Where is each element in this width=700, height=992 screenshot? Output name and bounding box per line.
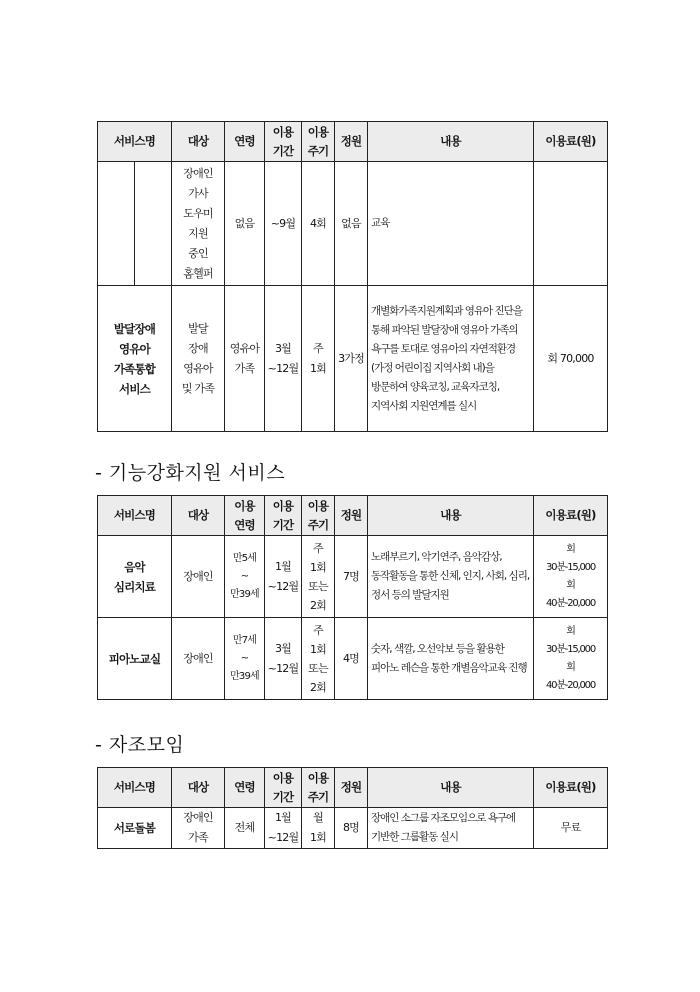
header-age: 연령 [225,768,265,808]
header-service-name: 서비스명 [98,122,172,162]
table-header-row [98,768,608,808]
capacity-cell: 없음 [335,162,368,286]
header-cycle: 이용 주기 [302,122,335,162]
header-target: 대상 [172,496,225,536]
table-row [98,618,608,700]
period-cell: 1월 ~12월 [265,808,302,849]
capacity-cell: 7명 [335,536,368,618]
capacity-cell: 8명 [335,808,368,849]
fee-cell [534,162,608,286]
header-cycle: 이용 주기 [302,496,335,536]
table-row [98,808,608,849]
content-cell: 교육 [368,162,534,286]
table-function-services [97,495,608,700]
table-header-row [98,496,608,536]
target-cell: 장애인 가사 도우미 지원 중인 홈헬퍼 [172,162,225,286]
header-content: 내용 [368,768,534,808]
period-cell: ~9월 [265,162,302,286]
header-age: 이용 연령 [225,496,265,536]
header-content: 내용 [368,122,534,162]
section-title-selfhelp: - 자조모임 [95,734,185,756]
header-service-name: 서비스명 [98,768,172,808]
header-period: 이용 기간 [265,768,302,808]
cycle-cell: 주 1회 또는 2회 [302,536,335,618]
header-period: 이용 기간 [265,122,302,162]
fee-cell: 회 70,000 [534,286,608,432]
service-name-cell: 서로돌봄 [98,808,172,849]
table-service-continued [97,121,608,432]
table-row [98,286,608,432]
header-cycle: 이용 주기 [302,768,335,808]
header-service-name: 서비스명 [98,496,172,536]
header-fee: 이용료(원) [534,768,608,808]
fee-cell: 회 30분-15,000 회 40분-20,000 [534,618,608,700]
capacity-cell: 4명 [335,618,368,700]
cycle-cell: 주 1회 [302,286,335,432]
service-name-cell: 피아노교실 [98,618,172,700]
service-name-cell-left [98,162,135,286]
target-cell: 장애인 [172,618,225,700]
content-cell: 개별화가족지원계획과 영유아 진단을 통해 파악된 발달장애 영유아 가족의 욕구를 토대로 영유아의 자연적환경(가정 어린이집 지역사회 내)을 방문하여 양육코칭, 교육자코칭, 지역사회 지원연계를 실시 [368,286,534,432]
header-age: 연령 [225,122,265,162]
age-cell: 만7세 ~ 만39세 [225,618,265,700]
table-selfhelp-services [97,767,608,849]
header-period: 이용 기간 [265,496,302,536]
fee-cell: 무료 [534,808,608,849]
age-cell: 영유아 가족 [225,286,265,432]
service-name-cell: 음악 심리치료 [98,536,172,618]
header-target: 대상 [172,768,225,808]
period-cell: 3월 ~12월 [265,618,302,700]
target-cell: 발달 장애 영유아 및 가족 [172,286,225,432]
header-capacity: 정원 [335,768,368,808]
cycle-cell: 주 1회 또는 2회 [302,618,335,700]
period-cell: 3월 ~12월 [265,286,302,432]
cycle-cell: 월 1회 [302,808,335,849]
capacity-cell: 3가정 [335,286,368,432]
header-capacity: 정원 [335,122,368,162]
header-capacity: 정원 [335,496,368,536]
content-cell: 노래부르기, 악기연주, 음악감상, 동작활동을 통한 신체, 인지, 사회, 심리, 정서 등의 발달지원 [368,536,534,618]
fee-cell: 회 30분-15,000 회 40분-20,000 [534,536,608,618]
age-cell: 만5세 ~ 만39세 [225,536,265,618]
section-title-function: - 기능강화지원 서비스 [95,462,286,484]
target-cell: 장애인 [172,536,225,618]
age-cell: 전체 [225,808,265,849]
header-fee: 이용료(원) [534,122,608,162]
table-row [98,536,608,618]
header-content: 내용 [368,496,534,536]
service-name-cell: 발달장애 영유아 가족통합 서비스 [98,286,172,432]
service-name-cell-right [135,162,172,286]
cycle-cell: 4회 [302,162,335,286]
age-cell: 없음 [225,162,265,286]
target-cell: 장애인 가족 [172,808,225,849]
header-target: 대상 [172,122,225,162]
table-row [98,162,608,286]
content-cell: 장애인 소그룹 자조모임으로 욕구에 기반한 그룹활동 실시 [368,808,534,849]
table-header-row [98,122,608,162]
period-cell: 1월 ~12월 [265,536,302,618]
header-fee: 이용료(원) [534,496,608,536]
content-cell: 숫자, 색깔, 오선악보 등을 활용한 피아노 레슨을 통한 개별음악교육 진행 [368,618,534,700]
